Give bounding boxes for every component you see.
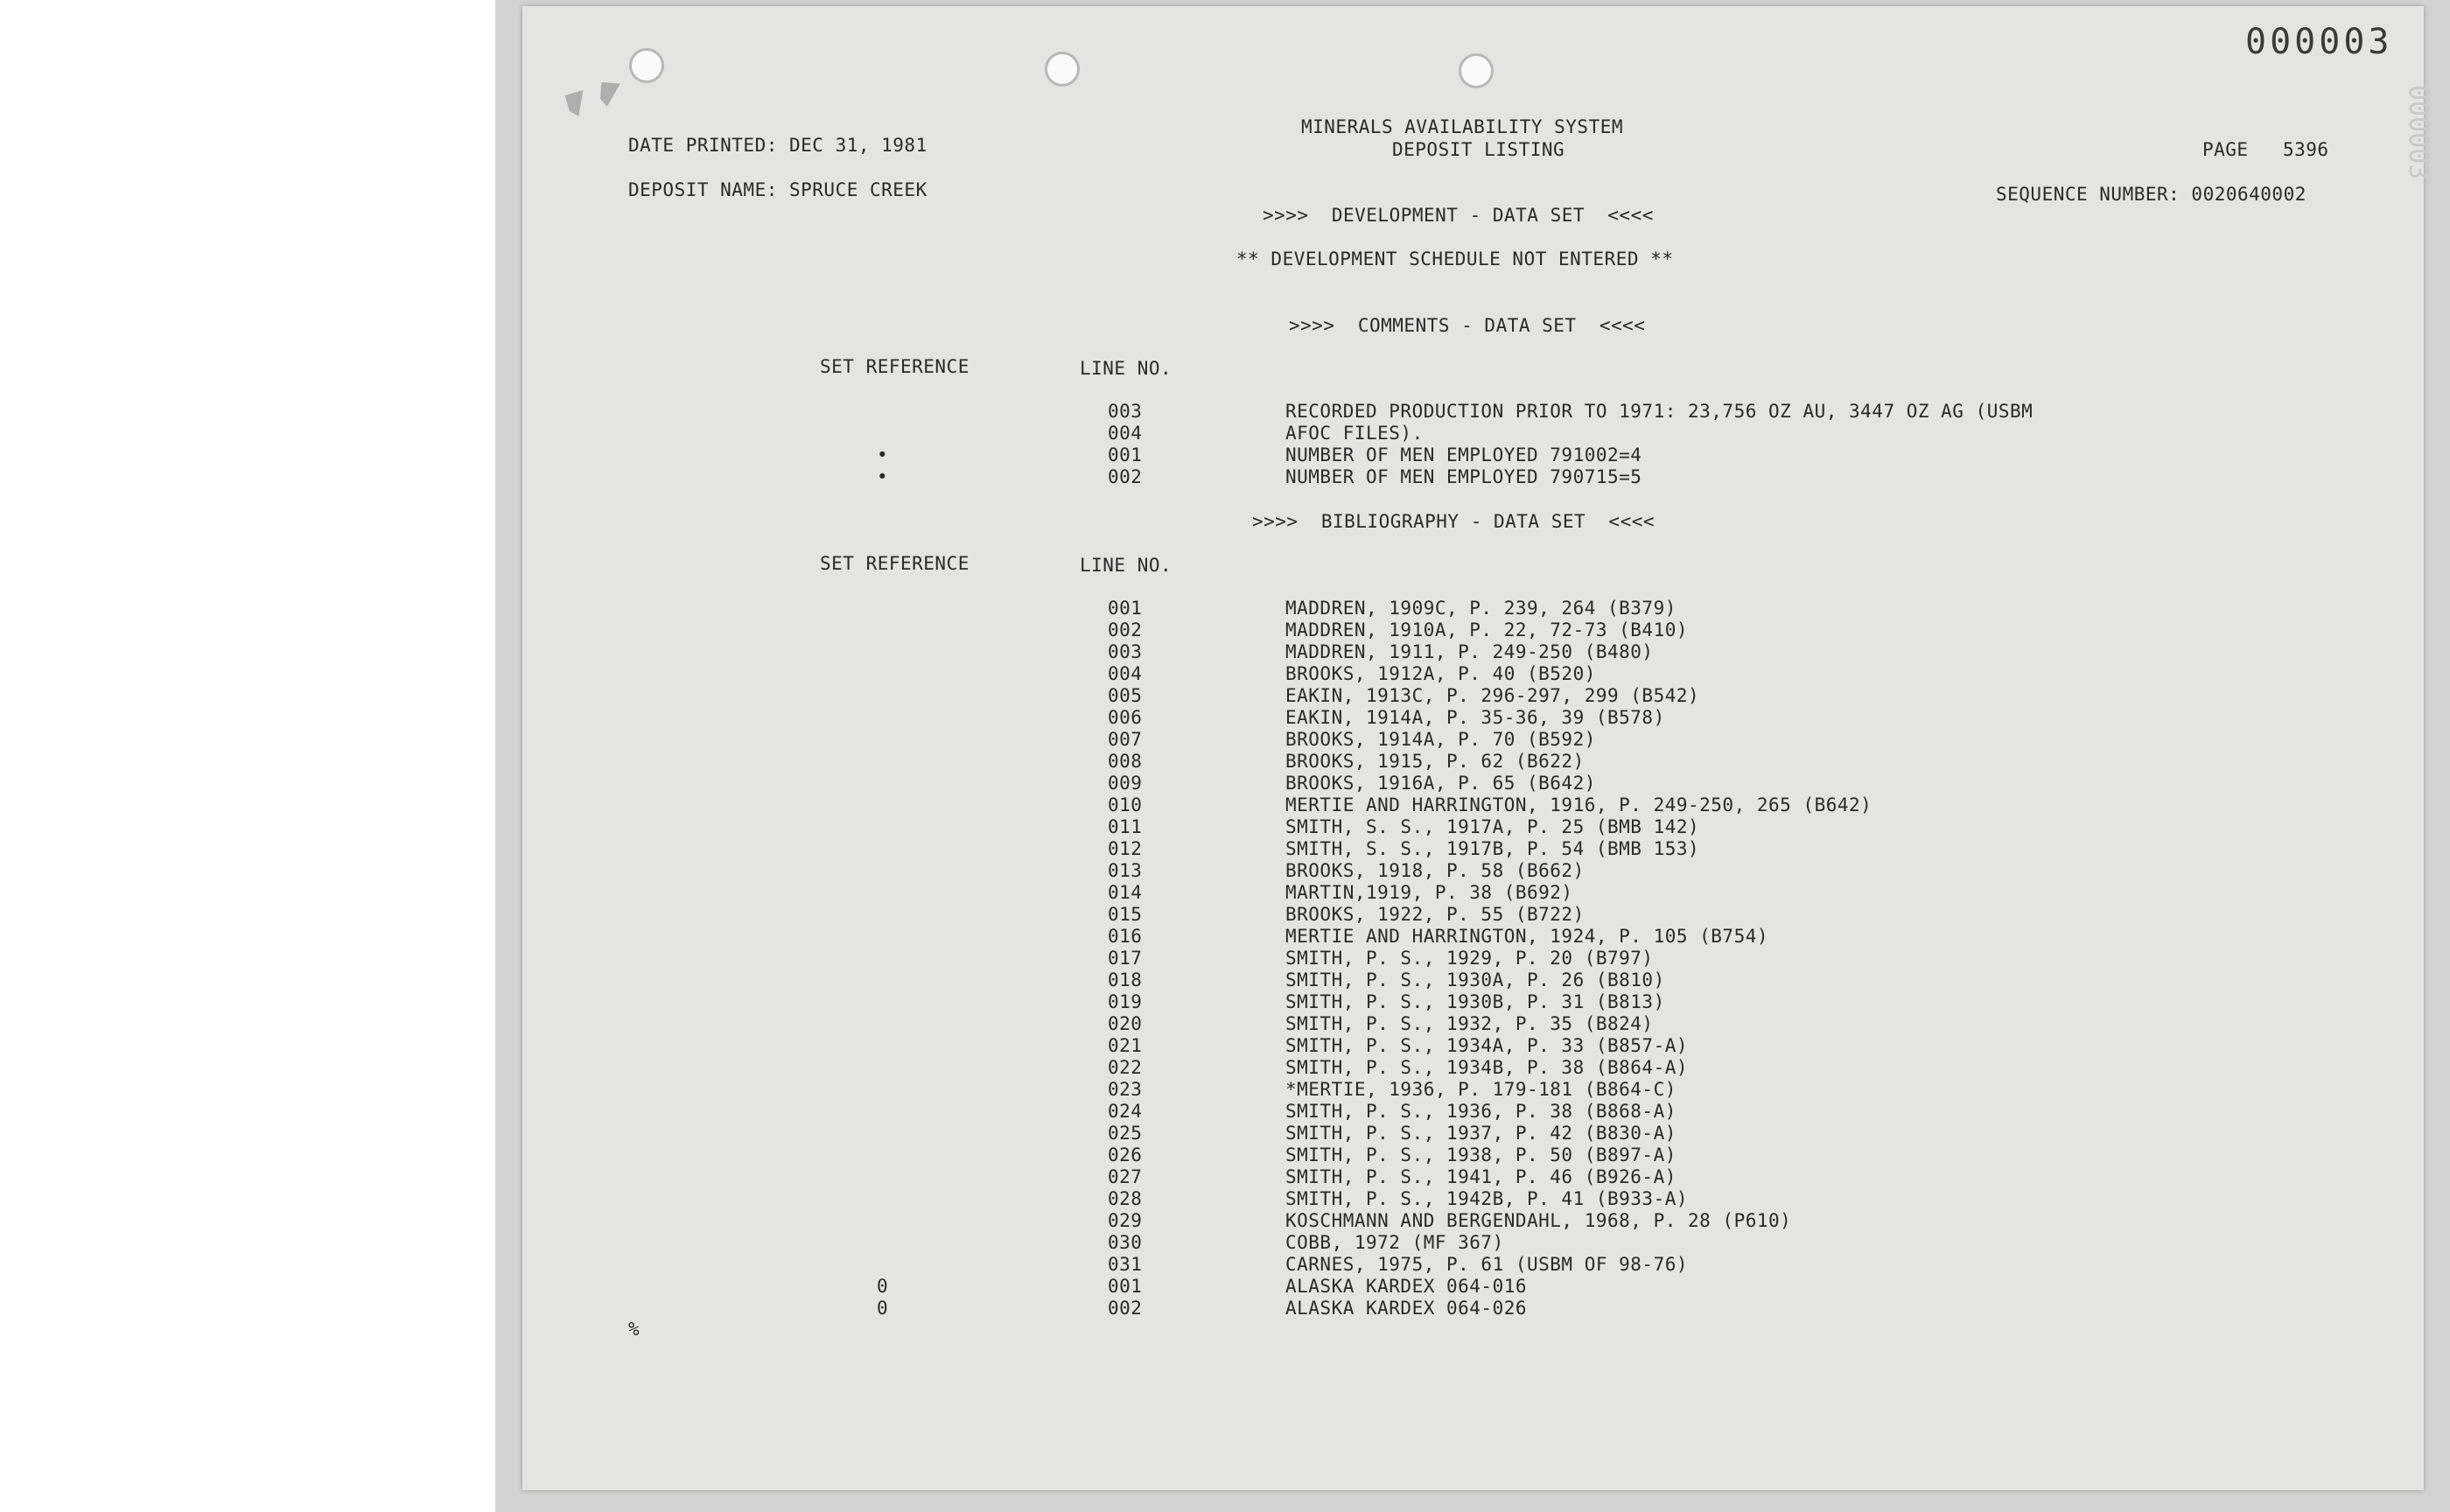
bibliography-row-line-no: 013 <box>1108 860 1143 881</box>
bibliography-row-text: EAKIN, 1913C, P. 296-297, 299 (B542) <box>1285 685 1700 706</box>
bibliography-row-line-no: 002 <box>1108 1298 1143 1319</box>
bibliography-row-line-no: 015 <box>1108 904 1143 925</box>
bibliography-row-line-no: 006 <box>1108 707 1143 728</box>
bibliography-row-text: SMITH, P. S., 1941, P. 46 (B926-A) <box>1285 1166 1676 1187</box>
bibliography-row-line-no: 010 <box>1108 794 1143 816</box>
comment-row-text: RECORDED PRODUCTION PRIOR TO 1971: 23,756 OZ AU, 3447 OZ AG (USBM <box>1285 401 2034 422</box>
listing-title: DEPOSIT LISTING <box>1392 139 1565 160</box>
comment-row-text: NUMBER OF MEN EMPLOYED 791002=4 <box>1285 444 1642 466</box>
printout-sheet <box>522 6 2433 1490</box>
bibliography-row-text: BROOKS, 1918, P. 58 (B662) <box>1285 860 1585 881</box>
comment-row-text: NUMBER OF MEN EMPLOYED 790715=5 <box>1285 466 1642 487</box>
bibliography-row-text: SMITH, P. S., 1937, P. 42 (B830-A) <box>1285 1123 1676 1144</box>
sequence-number: SEQUENCE NUMBER: 0020640002 <box>1996 184 2306 205</box>
bibliography-row-line-no: 009 <box>1108 773 1143 794</box>
development-heading: >>>> DEVELOPMENT - DATA SET <<<< <box>1263 205 1654 226</box>
bibliography-row-text: SMITH, S. S., 1917B, P. 54 (BMB 153) <box>1285 838 1700 859</box>
bibliography-row-text: SMITH, P. S., 1929, P. 20 (B797) <box>1285 948 1654 969</box>
bibliography-row-line-no: 030 <box>1108 1232 1143 1253</box>
deposit-name: DEPOSIT NAME: SPRUCE CREEK <box>628 179 928 200</box>
footer-mark: % <box>628 1319 640 1340</box>
bibliography-row-text: BROOKS, 1914A, P. 70 (B592) <box>1285 729 1596 750</box>
bibliography-row-line-no: 004 <box>1108 663 1143 684</box>
bibliography-row-line-no: 016 <box>1108 926 1143 947</box>
bibliography-row-line-no: 026 <box>1108 1144 1143 1166</box>
bibliography-row-text: BROOKS, 1922, P. 55 (B722) <box>1285 904 1585 925</box>
bibliography-row-text: KOSCHMANN AND BERGENDAHL, 1968, P. 28 (P610) <box>1285 1210 1792 1231</box>
bibliography-row-line-no: 020 <box>1108 1013 1143 1034</box>
punch-hole-left <box>629 48 664 83</box>
comments-heading: >>>> COMMENTS - DATA SET <<<< <box>1289 315 1646 336</box>
bibliography-row-line-no: 007 <box>1108 729 1143 750</box>
comment-row-line-no: 002 <box>1108 466 1143 487</box>
document-stamp-number: 000003 <box>2245 22 2393 62</box>
bibliography-row-line-no: 001 <box>1108 598 1143 619</box>
bibliography-row-line-no: 017 <box>1108 948 1143 969</box>
bibliography-row-line-no: 023 <box>1108 1079 1143 1100</box>
comment-row-line-no: 001 <box>1108 444 1143 466</box>
comment-row-line-no: 004 <box>1108 423 1143 444</box>
bibliography-row-line-no: 003 <box>1108 641 1143 662</box>
bibliography-row-line-no: 029 <box>1108 1210 1143 1231</box>
bibliography-row-line-no: 005 <box>1108 685 1143 706</box>
bibliography-row-text: *MERTIE, 1936, P. 179-181 (B864-C) <box>1285 1079 1676 1100</box>
comment-row-set-reference: • <box>877 444 889 466</box>
bibliography-row-text: MADDREN, 1909C, P. 239, 264 (B379) <box>1285 598 1676 619</box>
bibliography-row-text: ALASKA KARDEX 064-026 <box>1285 1298 1528 1319</box>
bibliography-row-set-reference: 0 <box>877 1276 889 1297</box>
system-title: MINERALS AVAILABILITY SYSTEM <box>1301 116 1624 137</box>
bibliography-heading: >>>> BIBLIOGRAPHY - DATA SET <<<< <box>1252 511 1656 532</box>
bibliography-row-text: SMITH, P. S., 1938, P. 50 (B897-A) <box>1285 1144 1676 1166</box>
bibliography-row-line-no: 002 <box>1108 620 1143 640</box>
staple-mark-icon <box>592 76 623 108</box>
bibliography-row-text: EAKIN, 1914A, P. 35-36, 39 (B578) <box>1285 707 1665 728</box>
date-printed: DATE PRINTED: DEC 31, 1981 <box>628 135 928 156</box>
bibliography-row-line-no: 022 <box>1108 1057 1143 1078</box>
staple-mark-icon <box>563 90 585 116</box>
bibliography-row-text: MERTIE AND HARRINGTON, 1916, P. 249-250, 265 (B642) <box>1285 794 1872 816</box>
bibliography-row-line-no: 021 <box>1108 1035 1143 1056</box>
bibliography-row-text: MADDREN, 1911, P. 249-250 (B480) <box>1285 641 1654 662</box>
bibliography-row-line-no: 019 <box>1108 991 1143 1012</box>
comment-row-line-no: 003 <box>1108 401 1143 422</box>
bibliography-row-text: MARTIN,1919, P. 38 (B692) <box>1285 882 1573 903</box>
page-number: PAGE 5396 <box>2202 139 2329 160</box>
comment-row-text: AFOC FILES). <box>1285 423 1424 444</box>
bibliography-row-text: SMITH, P. S., 1934A, P. 33 (B857-A) <box>1285 1035 1689 1056</box>
bibliography-row-line-no: 011 <box>1108 816 1143 837</box>
bibliography-row-line-no: 028 <box>1108 1188 1143 1209</box>
bleed-through-stamp: 000003 <box>2403 85 2433 180</box>
bibliography-row-text: SMITH, S. S., 1917A, P. 25 (BMB 142) <box>1285 816 1700 837</box>
bibliography-col-set-reference: SET REFERENCE <box>820 553 970 574</box>
bibliography-col-line-no: LINE NO. <box>1080 555 1172 576</box>
comments-col-set-reference: SET REFERENCE <box>820 356 970 377</box>
bibliography-row-text: SMITH, P. S., 1930A, P. 26 (B810) <box>1285 970 1665 990</box>
bibliography-row-line-no: 031 <box>1108 1254 1143 1275</box>
bibliography-row-line-no: 018 <box>1108 970 1143 990</box>
bibliography-row-line-no: 001 <box>1108 1276 1143 1297</box>
development-note: ** DEVELOPMENT SCHEDULE NOT ENTERED ** <box>1236 248 1674 270</box>
bibliography-row-line-no: 008 <box>1108 751 1143 772</box>
bibliography-row-text: MERTIE AND HARRINGTON, 1924, P. 105 (B754) <box>1285 926 1769 947</box>
bibliography-row-text: ALASKA KARDEX 064-016 <box>1285 1276 1528 1297</box>
bibliography-row-line-no: 014 <box>1108 882 1143 903</box>
scanned-page <box>495 0 2450 1512</box>
bibliography-row-text: BROOKS, 1915, P. 62 (B622) <box>1285 751 1585 772</box>
comment-row-set-reference: • <box>877 466 889 487</box>
bibliography-row-text: SMITH, P. S., 1934B, P. 38 (B864-A) <box>1285 1057 1689 1078</box>
bibliography-row-line-no: 025 <box>1108 1123 1143 1144</box>
bibliography-row-text: SMITH, P. S., 1936, P. 38 (B868-A) <box>1285 1101 1676 1122</box>
comments-col-line-no: LINE NO. <box>1080 358 1172 379</box>
bibliography-row-text: SMITH, P. S., 1930B, P. 31 (B813) <box>1285 991 1665 1012</box>
bibliography-row-text: SMITH, P. S., 1942B, P. 41 (B933-A) <box>1285 1188 1689 1209</box>
punch-hole-center <box>1045 52 1080 87</box>
punch-hole-right <box>1459 53 1494 88</box>
bibliography-row-text: SMITH, P. S., 1932, P. 35 (B824) <box>1285 1013 1654 1034</box>
bibliography-row-line-no: 027 <box>1108 1166 1143 1187</box>
bibliography-row-text: BROOKS, 1912A, P. 40 (B520) <box>1285 663 1596 684</box>
bibliography-row-text: COBB, 1972 (MF 367) <box>1285 1232 1504 1253</box>
bibliography-row-text: MADDREN, 1910A, P. 22, 72-73 (B410) <box>1285 620 1689 640</box>
bibliography-row-text: CARNES, 1975, P. 61 (USBM OF 98-76) <box>1285 1254 1689 1275</box>
bibliography-row-line-no: 012 <box>1108 838 1143 859</box>
bibliography-row-line-no: 024 <box>1108 1101 1143 1122</box>
bibliography-row-text: BROOKS, 1916A, P. 65 (B642) <box>1285 773 1596 794</box>
bibliography-row-set-reference: 0 <box>877 1298 889 1319</box>
